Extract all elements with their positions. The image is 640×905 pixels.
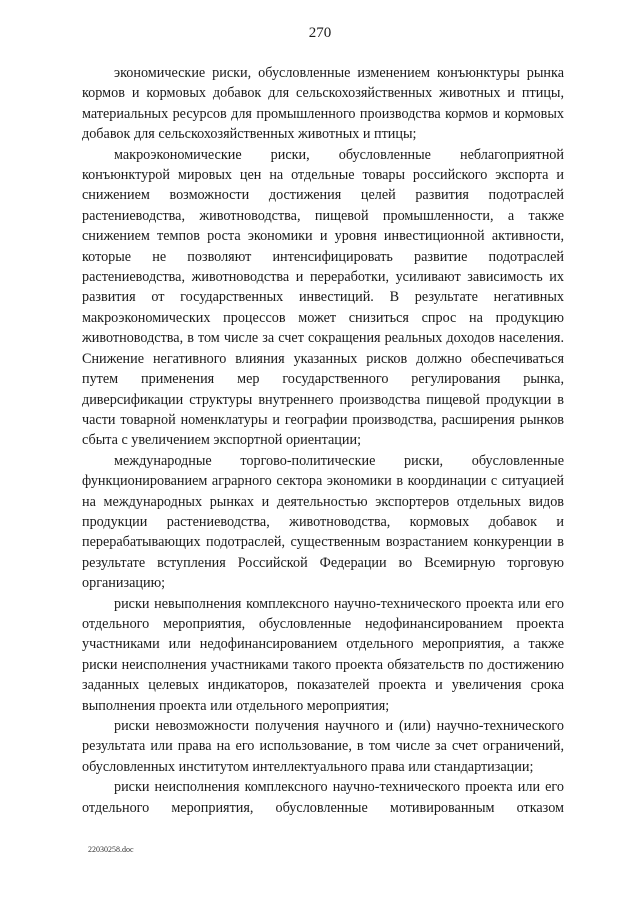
- paragraph-non-execution-risks: риски неисполнения комплексного научно-технического проекта или его отдельного мероприятия, обусловленные мотивированным отказом: [82, 779, 564, 816]
- paragraph-trade-political-risks: международные торгово-политические риски, обусловленные функционированием аграрного сектора экономики в координации с ситуацией на международных рынках и деятельностью экспортеров отдельных видов продукции растениеводства, животноводства, кормовых добавок и перерабатывающих подотраслей, существенным возрастанием конкуренции в результате вступления Российской Федерации во Всемирную торговую организацию;: [82, 452, 564, 592]
- footer-document-code: 22030258.doc: [88, 845, 134, 854]
- paragraph-economic-risks: экономические риски, обусловленные изменением конъюнктуры рынка кормов и кормовых добавок для сельскохозяйственных животных и птицы, материальных ресурсов для промышленного производства кормов и кормовых добавок для сельскохозяйственных животных и птицы;: [82, 65, 564, 143]
- page-number: 270: [308, 25, 332, 41]
- paragraph-project-failure-risks: риски невыполнения комплексного научно-технического проекта или его отдельного мероприятия, обусловленные недофинансированием проекта участниками или недофинансированием отдельного мероприятия, а также риски неисполнения участниками такого проекта обязательств по достижению заданных целевых индикаторов, показателей проекта и увеличения срока выполнения проекта или отдельного мероприятия;: [82, 595, 564, 714]
- paragraph-result-impossibility-risks: риски невозможности получения научного и (или) научно-технического результата или права на его использование, в том числе за счет ограничений, обусловленных институтом интеллектуального права или стандартизации;: [82, 718, 564, 775]
- document-body: [82, 63, 564, 818]
- paragraph-macroeconomic-risks: макроэкономические риски, обусловленные неблагоприятной конъюнктурой мировых цен на отдельные товары российского экспорта и снижением возможности достижения целей развития подотраслей растениеводства, животноводства, пищевой промышленности, а также снижением темпов роста экономики и уровня инвестиционной активности, которые не позволяют интенсифицировать развитие подотраслей растениеводства, животноводства и переработки, усиливают зависимость их развития от государственных инвестиций. В результате негативных макроэкономических процессов может снизиться спрос на продукцию животноводства, в том числе за счет сокращения реальных доходов населения. Снижение негативного влияния указанных рисков должно обеспечиваться путем применения мер государственного регулирования рынка, диверсификации структуры внутреннего производства пищевой продукции в части товарной номенклатуры и географии производства, расширения рынков сбыта с увеличением экспортной ориентации;: [82, 146, 564, 449]
